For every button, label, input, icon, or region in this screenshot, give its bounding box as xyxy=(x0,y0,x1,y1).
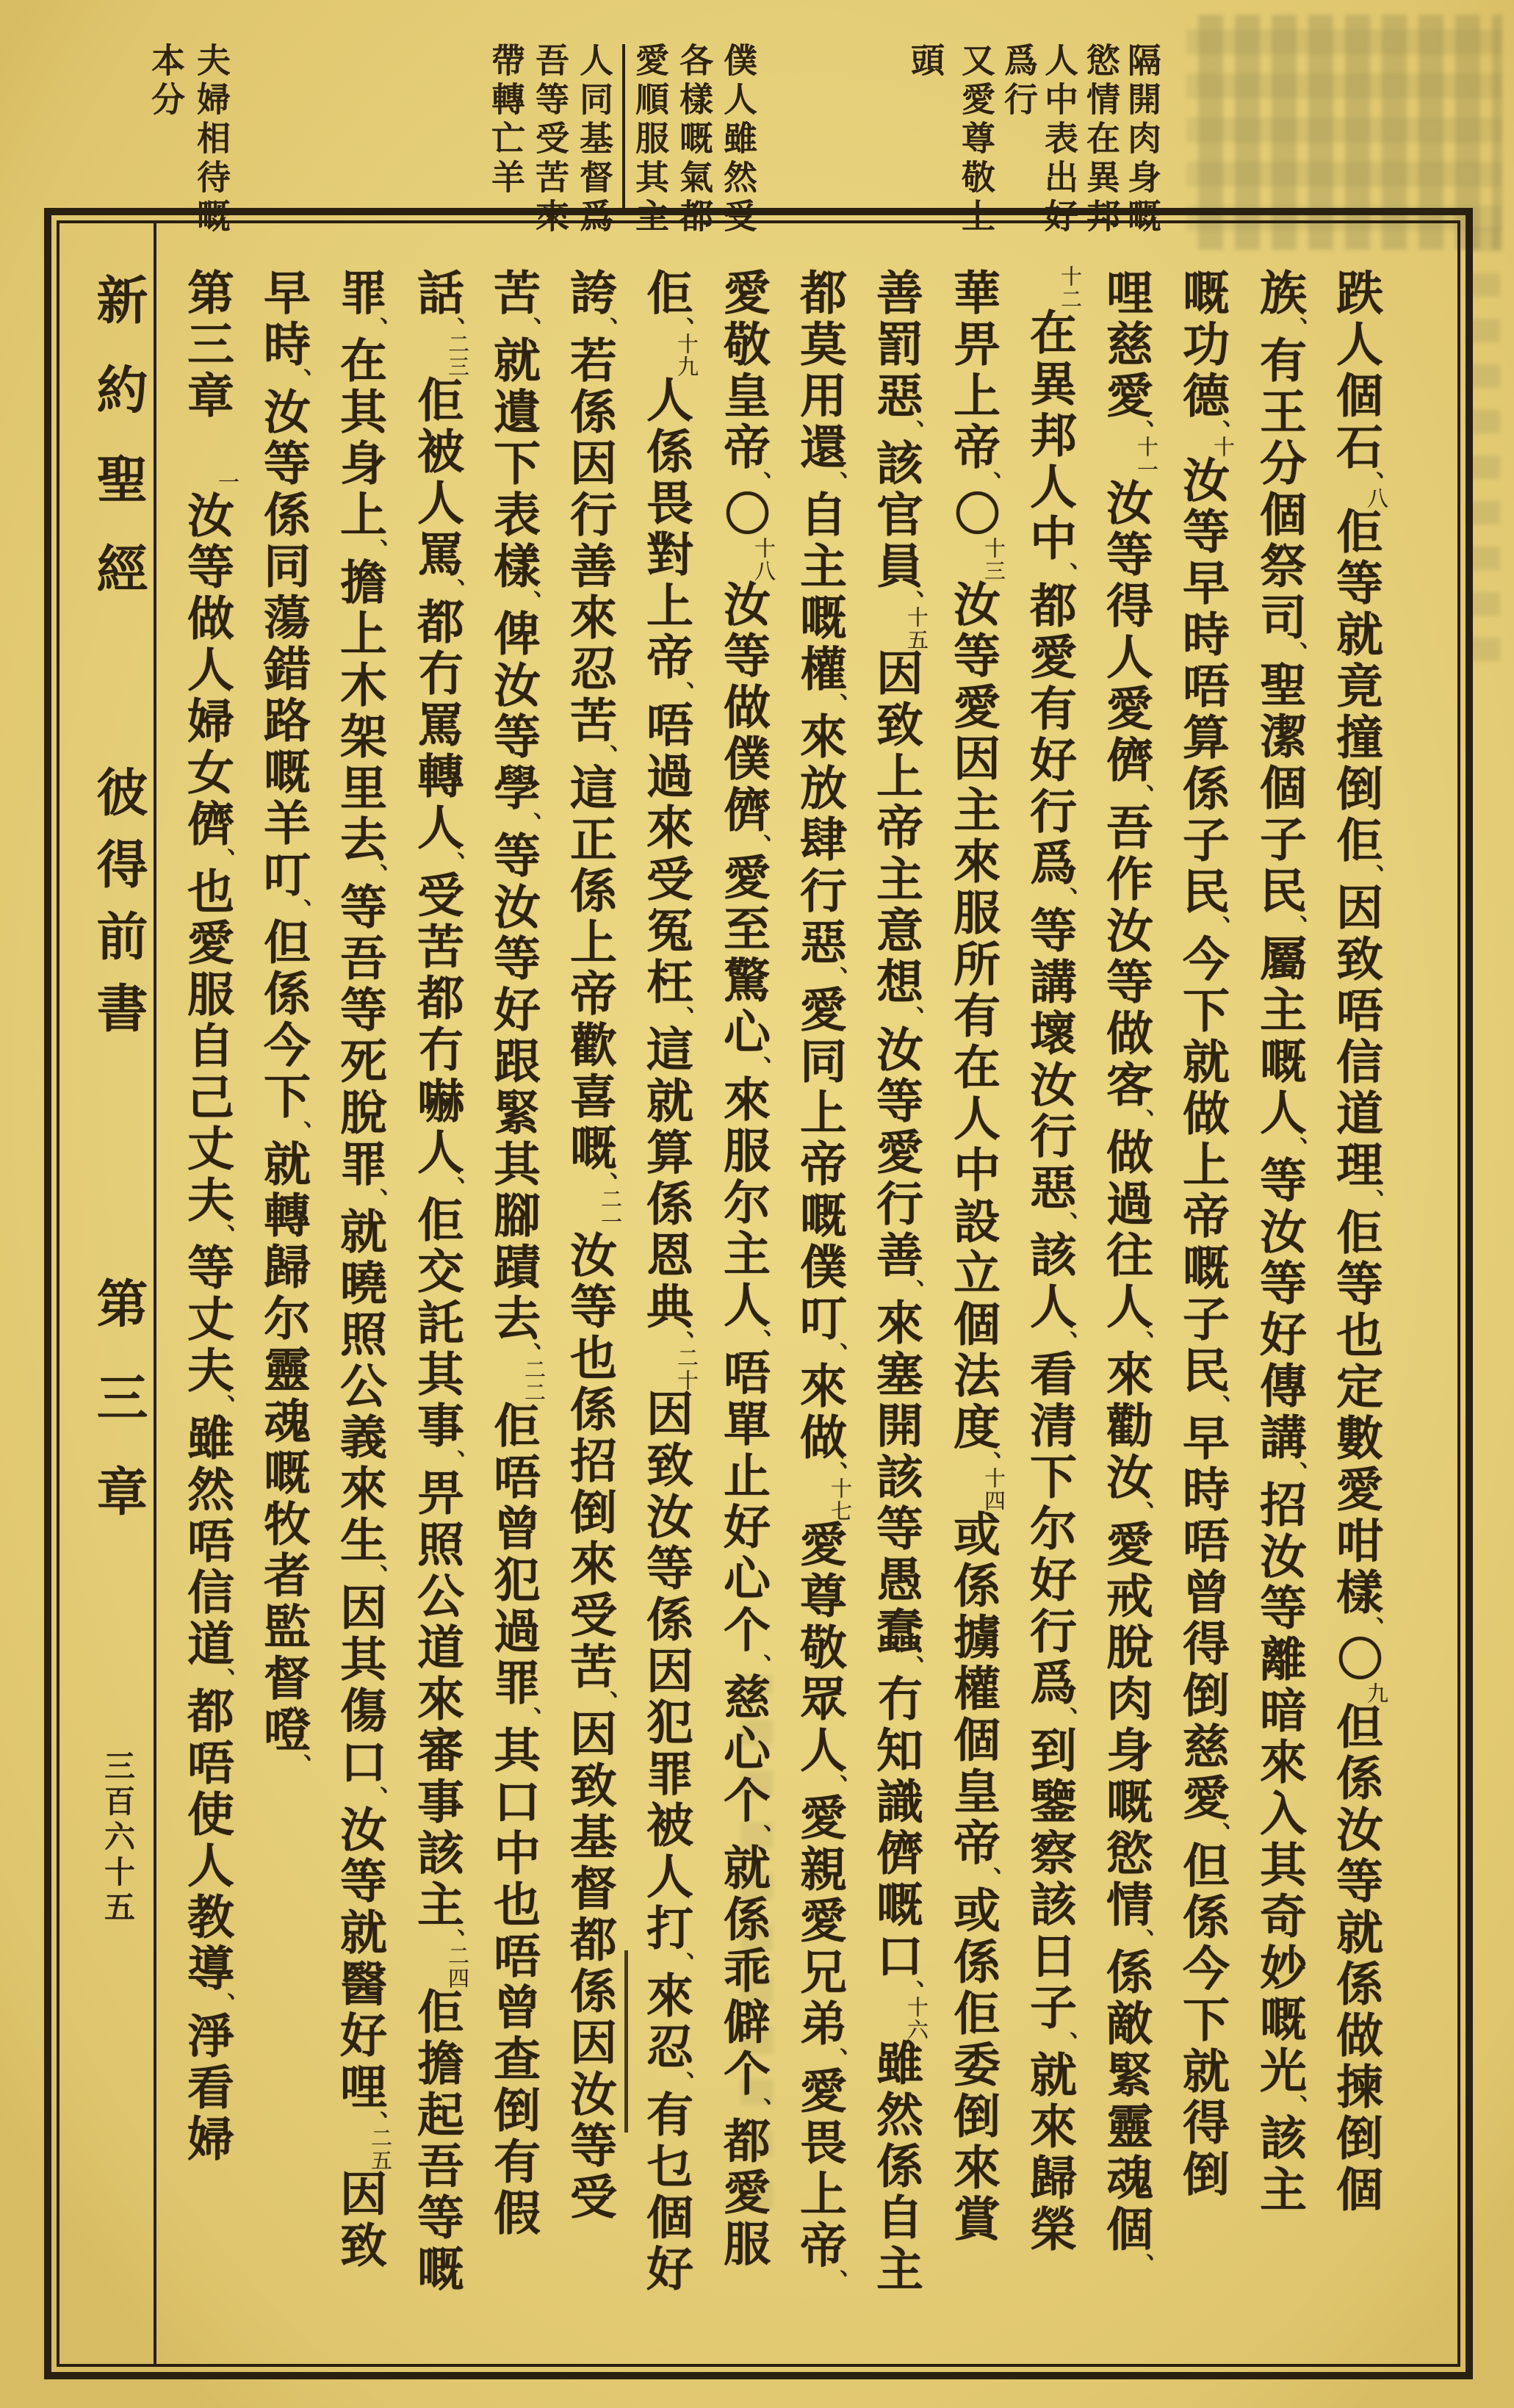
note-flee-fleshly-lusts-column: 人中表出好 xyxy=(1040,43,1078,237)
reading-mark: 、 xyxy=(1205,1822,1231,1845)
reading-mark: 、 xyxy=(362,317,389,340)
verse-number: 十六 xyxy=(904,1996,928,2041)
margin-note-divider xyxy=(622,44,625,212)
text-column-9: 愛敬皇帝、〇十八汝等做僕儕、愛至驚心、來服尔主人、唔單止好心个、慈心个、就係乖僻个、都愛服 xyxy=(706,268,779,2384)
reading-mark: 、 xyxy=(1358,471,1385,494)
verse-number: 十八 xyxy=(751,537,775,583)
reading-mark: 、 xyxy=(668,317,695,340)
reading-mark: 、 xyxy=(362,1188,389,1211)
reading-mark: 、 xyxy=(898,1980,925,2003)
reading-mark: 、 xyxy=(362,863,389,887)
reading-mark: 、 xyxy=(668,1006,695,1029)
reading-mark: 、 xyxy=(1282,1136,1308,1160)
note-honor-superiors-column: 頭 xyxy=(906,43,944,82)
reading-mark: 、 xyxy=(822,1461,848,1485)
chapter-label: 第三章 xyxy=(89,1277,145,1559)
reading-mark: 、 xyxy=(1282,641,1308,665)
reading-mark: 、 xyxy=(1052,562,1078,585)
reading-mark: 、 xyxy=(1052,887,1078,910)
reading-mark: 、 xyxy=(976,471,1002,494)
reading-mark: 、 xyxy=(1128,1501,1155,1524)
reading-mark: 、 xyxy=(592,744,619,768)
reading-mark: 、 xyxy=(516,1706,542,1730)
reading-mark: 、 xyxy=(439,578,466,602)
reading-mark: 、 xyxy=(746,1654,772,1677)
reading-mark: 、 xyxy=(439,1928,466,1952)
verse-number: 二四 xyxy=(445,1944,469,1990)
verse-number: 十五 xyxy=(904,606,928,652)
paragraph-bar xyxy=(624,1950,628,2133)
text-column-4: 哩慈愛、十一汝等得人愛儕、吾作汝等做客、做過往人、來勸汝、愛戒脫肉身嘅慾情、係敵緊靈魂個、 xyxy=(1089,268,1162,2384)
reading-mark: 、 xyxy=(746,471,772,494)
section-circle: 〇 xyxy=(948,490,998,540)
reading-mark: 、 xyxy=(286,1120,312,1144)
text-column-16: 第三章 一汝等做人婦女儕、也愛服自己丈夫、等丈夫、雖然唔信道、都唔使人教導、淨看婦 xyxy=(170,268,243,2384)
verse-number: 二三 xyxy=(445,333,469,378)
reading-mark: 、 xyxy=(1128,2253,1155,2277)
reading-mark: 、 xyxy=(1358,1616,1385,1640)
reading-mark: 、 xyxy=(898,1006,925,1029)
reading-mark: 、 xyxy=(746,2097,772,2121)
verse-number: 十 xyxy=(1211,436,1234,458)
reading-mark: 、 xyxy=(898,1279,925,1302)
epistle-title: 彼得前書 xyxy=(89,765,145,1053)
reading-mark: 、 xyxy=(1282,915,1308,938)
reading-mark: 、 xyxy=(516,1342,542,1366)
verse-number: 二一 xyxy=(598,1188,621,1233)
reading-mark: 、 xyxy=(668,2071,695,2094)
text-column-10: 佢、十九人係畏對上帝、唔過來受冤枉、這就算係恩典、二十因致汝等係因犯罪被人打、來忍、有乜個好 xyxy=(629,268,702,2384)
verse-number: 一 xyxy=(215,471,239,494)
reading-mark: 、 xyxy=(1282,1461,1308,1485)
reading-mark: 、 xyxy=(209,1992,236,2016)
verse-number: 十七 xyxy=(828,1477,851,1523)
note-christ-suffered-for-us-column: 吾等受苦來 xyxy=(531,43,569,237)
book-title: 新約聖經 xyxy=(89,273,145,632)
reading-mark: 、 xyxy=(668,1330,695,1354)
reading-mark: 、 xyxy=(362,538,389,562)
text-column-7: 善罰惡、該官員、十五因致上帝主意想、汝等愛行善、來塞開該等愚蠢、冇知識儕嘅口、十六雖然係自主 xyxy=(859,268,932,2384)
reading-mark: 、 xyxy=(822,693,848,716)
note-christ-suffered-for-us-column: 帶轉亡羊 xyxy=(487,43,525,198)
text-column-5: 十二在異邦人中、都愛有好行爲、等講壞汝行惡、該人、看清下尔好行爲、到鑒察該日子、就來歸榮 xyxy=(1012,268,1086,2384)
reading-mark: 、 xyxy=(822,1342,848,1366)
reading-mark: 、 xyxy=(286,898,312,922)
reading-mark: 、 xyxy=(1052,1706,1078,1730)
reading-mark: 、 xyxy=(1128,1109,1155,1132)
reading-mark: 、 xyxy=(209,1224,236,1247)
reading-mark: 、 xyxy=(1052,1211,1078,1235)
text-column-12: 苦、就遺下表樣、俾汝等學、等汝等好跟緊其腳蹟去、二二佢唔曾犯過罪、其口中也唔曾查倒有假 xyxy=(476,268,549,2384)
verse-number: 十三 xyxy=(981,537,1005,583)
reading-mark: 、 xyxy=(592,1172,619,1195)
reading-mark: 、 xyxy=(1052,2031,1078,2055)
verse-number: 十九 xyxy=(674,333,698,378)
reading-mark: 、 xyxy=(362,1786,389,1809)
reading-mark: 、 xyxy=(976,1867,1002,1890)
note-flee-fleshly-lusts-column: 隔開肉身嘅 xyxy=(1123,43,1161,237)
reading-mark: 、 xyxy=(822,1774,848,1798)
text-column-3: 嘅功德、十汝等早時唔算係子民、今下就做上帝嘅子民、早時唔曾得倒慈愛、但係今下就得倒 xyxy=(1165,268,1239,2384)
reading-mark: 、 xyxy=(746,1056,772,1079)
note-flee-fleshly-lusts-column: 爲行 xyxy=(1000,43,1037,120)
reading-mark: 、 xyxy=(1205,915,1231,939)
verse-number: 二五 xyxy=(368,2127,392,2172)
page-number: 三百六十五 xyxy=(100,1750,134,1926)
verse-number: 十二 xyxy=(1058,265,1081,311)
reading-mark: 、 xyxy=(898,419,925,443)
reading-mark: 、 xyxy=(439,851,466,875)
verse-number: 九 xyxy=(1364,1682,1388,1705)
text-column-13: 話、二三佢被人罵、都冇罵轉人、受苦都冇嚇人、佢交託其事、畀照公道來審事該主、二四佢擔起吾等嘅 xyxy=(400,268,473,2384)
reading-mark: 、 xyxy=(898,1655,925,1679)
reading-mark: 、 xyxy=(898,590,925,613)
reading-mark: 、 xyxy=(286,1753,312,1777)
note-honor-superiors-column: 又愛尊敬上 xyxy=(957,43,995,237)
reading-mark: 、 xyxy=(362,2110,389,2134)
reading-mark: 、 xyxy=(1128,1928,1155,1952)
reading-mark: 、 xyxy=(439,317,466,340)
note-husband-and-wife-duty-column: 夫婦相待嘅 xyxy=(192,43,230,237)
verse-number: 二十 xyxy=(674,1347,698,1392)
reading-mark: 、 xyxy=(822,2047,848,2071)
reading-mark: 、 xyxy=(439,1176,466,1200)
reading-mark: 、 xyxy=(746,834,772,857)
note-husband-and-wife-duty-column: 本分 xyxy=(147,43,184,120)
note-servants-endure-column: 各樣嘅氣都 xyxy=(675,43,713,237)
note-servants-endure-column: 僕人雖然受 xyxy=(719,43,757,237)
reading-mark: 、 xyxy=(592,1690,619,1714)
note-christ-suffered-for-us-column: 人同基督爲 xyxy=(575,43,613,237)
reading-mark: 、 xyxy=(822,471,848,494)
reading-mark: 、 xyxy=(822,966,848,989)
reading-mark: 、 xyxy=(439,1449,466,1473)
reading-mark: 、 xyxy=(1052,1330,1078,1354)
reading-mark: 、 xyxy=(362,1564,389,1587)
verse-number: 十一 xyxy=(1134,436,1158,481)
section-circle: 〇 xyxy=(718,490,768,540)
reading-mark: 、 xyxy=(516,812,542,835)
reading-mark: 、 xyxy=(746,1329,772,1352)
reading-mark: 、 xyxy=(822,2269,848,2293)
reading-mark: 、 xyxy=(1205,419,1231,443)
note-servants-endure-column: 愛順服其主 xyxy=(631,43,668,237)
reading-mark: 、 xyxy=(668,1952,695,1975)
title-column-rule xyxy=(154,220,156,2367)
reading-mark: 、 xyxy=(1358,1189,1385,1212)
reading-mark: 、 xyxy=(516,317,542,340)
text-column-15: 早時、汝等係同蕩錯路嘅羊叮、但係今下、就轉歸尔靈魂嘅牧者監督噔、 xyxy=(246,268,320,2384)
text-column-11: 誇、若係因行善來忍苦、這正係上帝歡喜嘅、二一汝等也係招倒來受苦、因致基督都係因汝等受 xyxy=(552,268,626,2384)
text-column-2: 族、有王分個祭司、聖潔個子民、屬主嘅人、等汝等好傳講、招汝等離暗來入其奇妙嘅光、該主 xyxy=(1242,268,1316,2384)
reading-mark: 、 xyxy=(976,1451,1002,1474)
reading-mark: 、 xyxy=(209,1668,236,1691)
reading-mark: 、 xyxy=(286,368,312,392)
text-column-6: 華畀上帝、〇十三汝等愛因主來服所有在人中設立個法度、十四或係擄權個皇帝、或係佢委倒來賞 xyxy=(936,268,1009,2384)
verse-number: 十四 xyxy=(981,1467,1005,1513)
reading-mark: 、 xyxy=(1205,1394,1231,1418)
reading-mark: 、 xyxy=(516,590,542,613)
text-column-8: 都莫用還、自主嘅權、來放肆行惡、愛同上帝嘅僕叮、來做、十七愛尊敬眾人、愛親愛兄弟、愛畏上帝、 xyxy=(782,268,856,2384)
text-column-1: 跌人個石、八佢等就竟撞倒佢、因致唔信道理、佢等也定數愛咁樣、〇九但係汝等就係做揀倒個 xyxy=(1319,268,1392,2384)
verse-number: 八 xyxy=(1364,487,1388,510)
section-circle: 〇 xyxy=(1330,1635,1380,1685)
verse-number: 二二 xyxy=(522,1358,545,1404)
reading-mark: 、 xyxy=(1358,864,1385,887)
reading-mark: 、 xyxy=(1282,2094,1308,2118)
reading-mark: 、 xyxy=(746,1824,772,1848)
reading-mark: 、 xyxy=(1128,1330,1155,1354)
reading-mark: 、 xyxy=(209,1394,236,1418)
reading-mark: 、 xyxy=(1128,419,1155,443)
note-flee-fleshly-lusts-column: 慾情在異邦 xyxy=(1082,43,1120,237)
reading-mark: 、 xyxy=(209,848,236,871)
reading-mark: 、 xyxy=(592,317,619,340)
text-column-14: 罪、在其身上、擔上木架里去、等吾等死脫罪、就曉照公義來生、因其傷口、汝等就醫好哩、二五因致 xyxy=(322,268,396,2384)
reading-mark: 、 xyxy=(1128,784,1155,807)
reading-mark: 、 xyxy=(1282,317,1308,340)
reading-mark: 、 xyxy=(668,681,695,704)
